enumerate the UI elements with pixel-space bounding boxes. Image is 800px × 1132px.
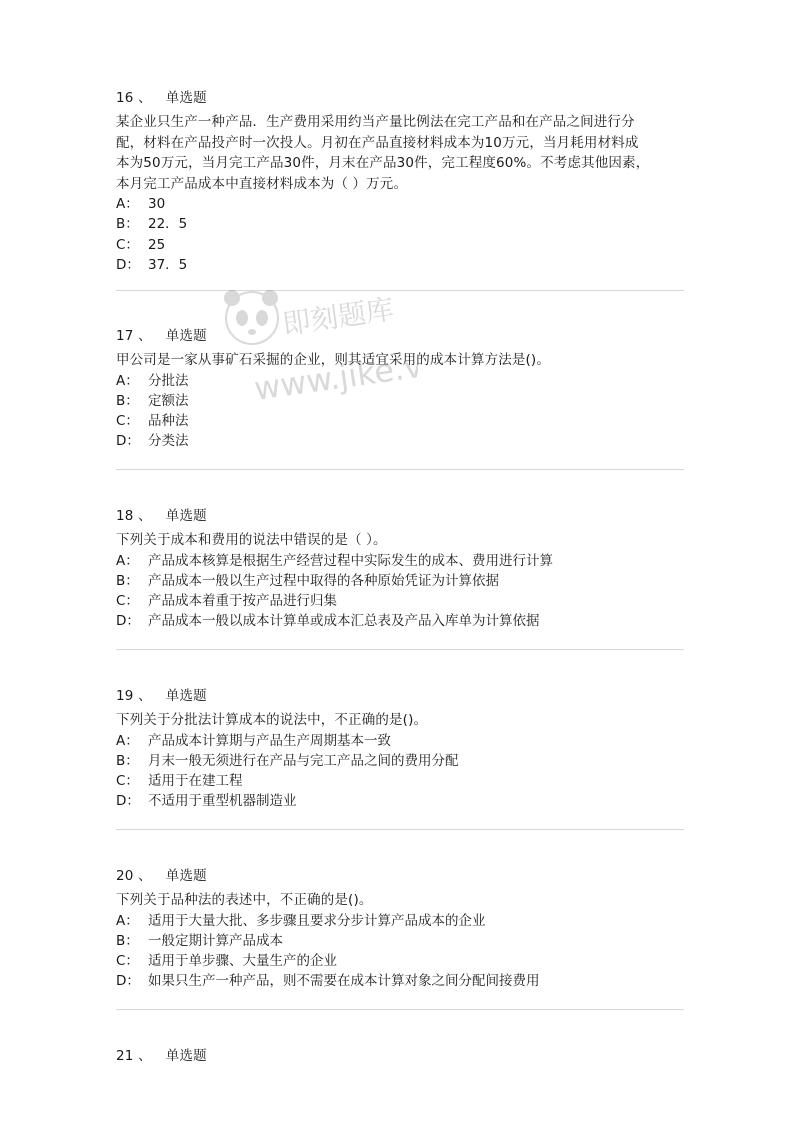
option-c[interactable] [116, 411, 684, 431]
option-text: 22．5 [148, 216, 188, 233]
stem-line: 下列关于分批法计算成本的说法中，不正确的是()。 [116, 712, 428, 728]
stem-line: 配，材料在产品投产时一次投人。月初在产品直接材料成本为10万元，当月耗用材料成 [116, 134, 639, 151]
question-header [116, 686, 684, 706]
question-header [116, 506, 684, 526]
divider [116, 1009, 684, 1010]
option-d[interactable] [116, 971, 684, 991]
options-list [116, 551, 684, 632]
option-b[interactable] [116, 751, 684, 771]
option-c[interactable] [116, 591, 684, 611]
option-letter: A： [116, 732, 139, 749]
question-17 [116, 326, 684, 452]
stem-line: 下列关于成本和费用的说法中错误的是（ ）。 [116, 532, 387, 548]
question-18 [116, 506, 684, 632]
divider [116, 469, 684, 470]
option-a[interactable] [116, 911, 684, 931]
option-text: 25 [148, 236, 166, 253]
option-letter: A： [116, 372, 139, 389]
stem-line: 甲公司是一家从事矿石采掘的企业，则其适宜采用的成本计算方法是()。 [116, 352, 550, 368]
option-letter: C： [116, 773, 139, 790]
option-letter: C： [116, 413, 139, 430]
question-number: 18 、 [116, 508, 152, 524]
question-header [116, 326, 684, 346]
option-letter: D： [116, 256, 140, 273]
question-header [116, 88, 684, 108]
question-number: 16 、 [116, 90, 152, 106]
option-letter: C： [116, 236, 139, 253]
option-letter: B： [116, 392, 139, 409]
divider [116, 829, 684, 830]
option-c[interactable] [116, 235, 684, 255]
question-19 [116, 686, 684, 812]
option-text: 如果只生产一种产品，则不需要在成本计算对象之间分配间接费用 [148, 973, 540, 990]
options-list [116, 731, 684, 812]
option-a[interactable] [116, 551, 684, 571]
option-letter: D： [116, 433, 140, 450]
stem-line: 下列关于品种法的表述中，不正确的是()。 [116, 892, 373, 908]
option-text: 适用于单步骤、大量生产的企业 [148, 953, 337, 970]
option-text: 品种法 [148, 413, 189, 430]
option-text: 37．5 [148, 256, 188, 273]
question-number: 19 、 [116, 688, 152, 704]
question-number: 20 、 [116, 868, 152, 884]
option-letter: C： [116, 953, 139, 970]
option-text: 30 [148, 196, 166, 212]
option-text: 产品成本着重于按产品进行归集 [148, 593, 337, 610]
option-letter: B： [116, 216, 139, 233]
divider [116, 649, 684, 650]
option-b[interactable] [116, 571, 684, 591]
question-stem [116, 112, 684, 194]
option-text: 分类法 [148, 433, 189, 450]
option-text: 不适用于重型机器制造业 [148, 793, 297, 810]
option-text: 定额法 [148, 392, 189, 409]
watermark-cn-text: 即刻题库 [280, 292, 396, 341]
option-text: 一般定期计算产品成本 [148, 932, 283, 949]
options-list [116, 371, 684, 452]
question-number: 17 、 [116, 328, 152, 344]
options-list [116, 911, 684, 992]
option-b[interactable] [116, 931, 684, 951]
question-type: 单选题 [165, 688, 207, 704]
question-type: 单选题 [165, 1048, 207, 1064]
question-stem [116, 530, 684, 551]
option-a[interactable] [116, 731, 684, 751]
stem-line: 某企业只生产一种产品．生产费用采用约当产量比例法在完工产品和在产品之间进行分 [116, 114, 635, 130]
option-text: 适用于在建工程 [148, 773, 243, 790]
option-d[interactable] [116, 791, 684, 811]
question-type: 单选题 [165, 868, 207, 884]
stem-line: 本月完工产品成本中直接材料成本为（ ）万元。 [116, 175, 408, 192]
option-text: 产品成本一般以成本计算单或成本汇总表及产品入库单为计算依据 [148, 613, 540, 630]
option-letter: D： [116, 793, 140, 810]
option-c[interactable] [116, 951, 684, 971]
option-d[interactable] [116, 255, 684, 275]
question-stem [116, 350, 684, 371]
option-text: 分批法 [148, 372, 189, 389]
option-letter: D： [116, 613, 140, 630]
option-a[interactable] [116, 194, 684, 214]
divider [116, 290, 684, 291]
option-c[interactable] [116, 771, 684, 791]
options-list [116, 194, 684, 275]
option-letter: A： [116, 912, 139, 929]
option-letter: B： [116, 752, 139, 769]
option-text: 产品成本一般以生产过程中取得的各种原始凭证为计算依据 [148, 572, 499, 589]
question-20 [116, 866, 684, 992]
question-header [116, 1046, 684, 1066]
question-header [116, 866, 684, 886]
question-number: 21 、 [116, 1048, 152, 1064]
option-text: 月末一般无须进行在产品与完工产品之间的费用分配 [148, 752, 459, 769]
option-letter: D： [116, 973, 140, 990]
option-letter: A： [116, 196, 139, 212]
option-b[interactable] [116, 214, 684, 234]
option-d[interactable] [116, 611, 684, 631]
question-type: 单选题 [165, 328, 207, 344]
question-type: 单选题 [165, 90, 207, 106]
option-letter: B： [116, 572, 139, 589]
option-b[interactable] [116, 391, 684, 411]
option-text: 适用于大量大批、多步骤且要求分步计算产品成本的企业 [148, 912, 486, 929]
option-text: 产品成本核算是根据生产经营过程中实际发生的成本、费用进行计算 [148, 552, 553, 569]
option-letter: A： [116, 552, 139, 569]
question-type: 单选题 [165, 508, 207, 524]
question-16 [116, 88, 684, 275]
stem-line: 本为50万元，当月完工产品30件，月末在产品30件，完工程度60%。不考虑其他因素， [116, 155, 650, 171]
question-stem [116, 890, 684, 911]
question-21 [116, 1046, 684, 1070]
watermark-url-text: www.jike.vip [251, 342, 418, 408]
option-a[interactable] [116, 371, 684, 391]
option-text: 产品成本计算期与产品生产周期基本一致 [148, 732, 391, 749]
option-letter: B： [116, 932, 139, 949]
option-d[interactable] [116, 431, 684, 451]
question-stem [116, 710, 684, 731]
option-letter: C： [116, 593, 139, 610]
